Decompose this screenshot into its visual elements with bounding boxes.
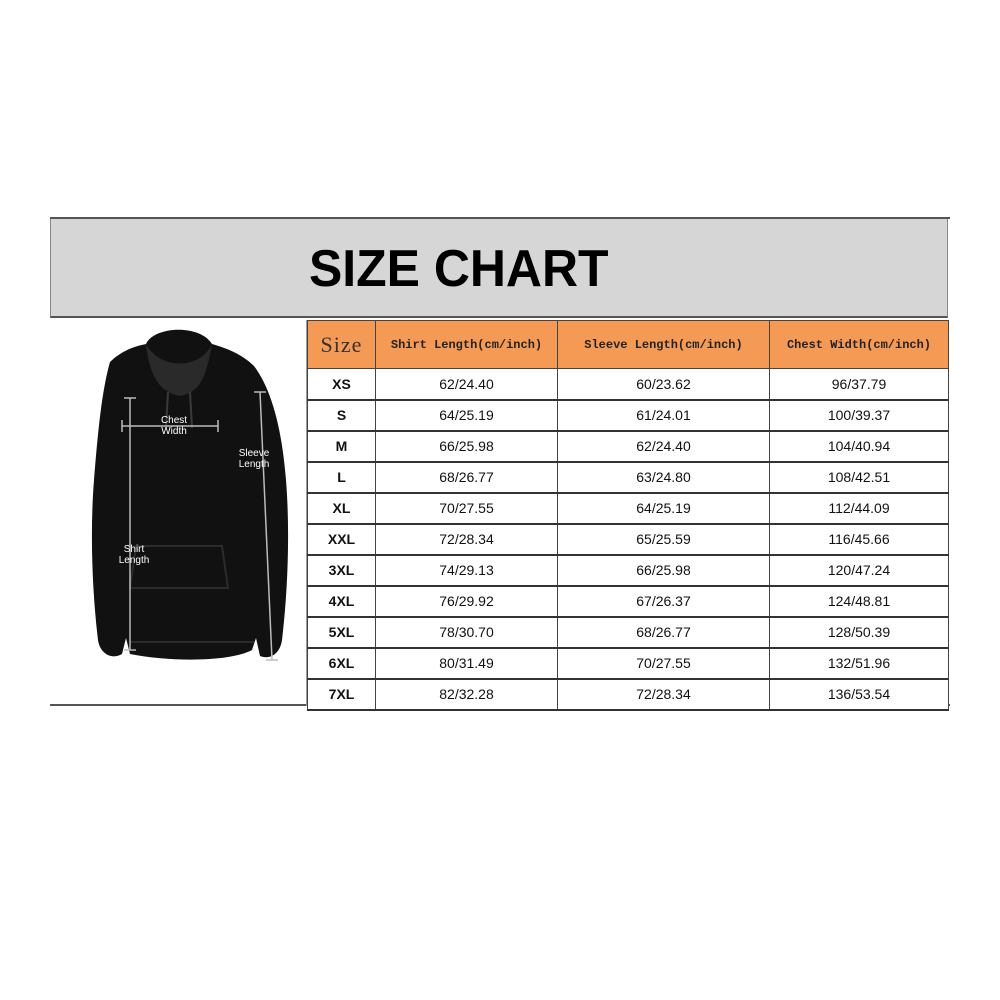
sleeve-length-cell: 70/27.55 (558, 648, 770, 679)
chest-width-cell: 96/37.79 (770, 369, 949, 400)
shirt-length-cell: 70/27.55 (376, 493, 558, 524)
chest-width-cell: 128/50.39 (770, 617, 949, 648)
page-title: SIZE CHART (309, 240, 609, 298)
size-cell: L (308, 462, 376, 493)
shirt-length-cell: 62/24.40 (376, 369, 558, 400)
shirt-length-cell: 72/28.34 (376, 524, 558, 555)
size-cell: XXL (308, 524, 376, 555)
table-row (308, 369, 949, 400)
size-chart (50, 217, 950, 706)
hoodie-illustration (50, 320, 307, 706)
shirt-length-label: Shirt Length (118, 544, 150, 566)
chest-width-cell: 100/39.37 (770, 400, 949, 431)
size-cell: 6XL (308, 648, 376, 679)
size-cell: M (308, 431, 376, 462)
table-row (308, 555, 949, 586)
size-cell: 3XL (308, 555, 376, 586)
table-row (308, 617, 949, 648)
size-table (307, 320, 949, 711)
chest-width-cell: 104/40.94 (770, 431, 949, 462)
table-row (308, 400, 949, 431)
sleeve-length-cell: 60/23.62 (558, 369, 770, 400)
shirt-length-cell: 68/26.77 (376, 462, 558, 493)
table-row (308, 586, 949, 617)
chest-width-label: Chest Width (160, 415, 188, 437)
table-header-row (308, 321, 949, 369)
size-cell: XS (308, 369, 376, 400)
table-row (308, 462, 949, 493)
size-cell: XL (308, 493, 376, 524)
column-header-size: Size (308, 321, 376, 369)
size-cell: S (308, 400, 376, 431)
table-row (308, 524, 949, 555)
shirt-length-cell: 76/29.92 (376, 586, 558, 617)
shirt-length-cell: 78/30.70 (376, 617, 558, 648)
sleeve-length-cell: 65/25.59 (558, 524, 770, 555)
chest-width-cell: 108/42.51 (770, 462, 949, 493)
table-body (308, 369, 949, 710)
table-row (308, 493, 949, 524)
chest-width-cell: 132/51.96 (770, 648, 949, 679)
table-row (308, 431, 949, 462)
sleeve-length-cell: 67/26.37 (558, 586, 770, 617)
size-cell: 4XL (308, 586, 376, 617)
size-cell: 7XL (308, 679, 376, 710)
shirt-length-cell: 80/31.49 (376, 648, 558, 679)
sleeve-length-cell: 66/25.98 (558, 555, 770, 586)
table-row (308, 679, 949, 710)
sleeve-length-cell: 68/26.77 (558, 617, 770, 648)
sleeve-length-cell: 63/24.80 (558, 462, 770, 493)
chest-width-cell: 112/44.09 (770, 493, 949, 524)
sleeve-length-label: Sleeve Length (238, 448, 270, 470)
sleeve-length-cell: 62/24.40 (558, 431, 770, 462)
chest-width-cell: 120/47.24 (770, 555, 949, 586)
size-cell: 5XL (308, 617, 376, 648)
hoodie-image (50, 320, 306, 706)
shirt-length-cell: 74/29.13 (376, 555, 558, 586)
shirt-length-cell: 82/32.28 (376, 679, 558, 710)
sleeve-length-cell: 72/28.34 (558, 679, 770, 710)
column-header-chest-width: Chest Width(cm/inch) (770, 321, 949, 369)
chest-width-cell: 136/53.54 (770, 679, 949, 710)
title-bar (50, 219, 948, 318)
sleeve-length-cell: 64/25.19 (558, 493, 770, 524)
table-row (308, 648, 949, 679)
shirt-length-cell: 66/25.98 (376, 431, 558, 462)
column-header-sleeve-length: Sleeve Length(cm/inch) (558, 321, 770, 369)
chest-width-cell: 116/45.66 (770, 524, 949, 555)
chest-width-cell: 124/48.81 (770, 586, 949, 617)
sleeve-length-cell: 61/24.01 (558, 400, 770, 431)
shirt-length-cell: 64/25.19 (376, 400, 558, 431)
column-header-shirt-length: Shirt Length(cm/inch) (376, 321, 558, 369)
